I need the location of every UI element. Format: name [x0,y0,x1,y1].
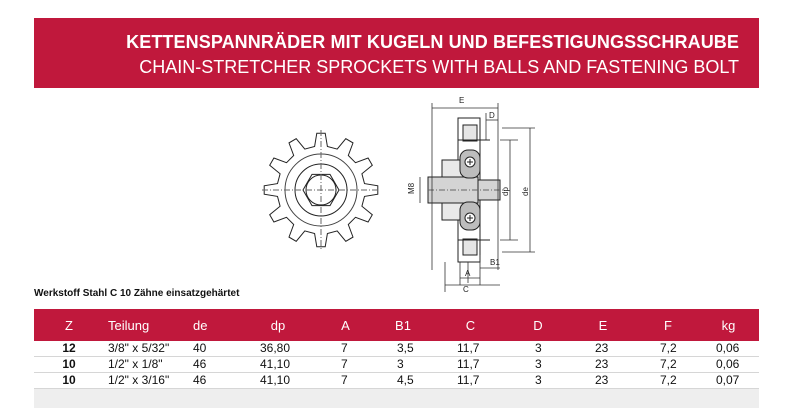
col-header-a: A [318,309,373,341]
col-header-d: D [508,309,568,341]
material-note: Werkstoff Stahl C 10 Zähne einsatzgehärtet [34,288,240,299]
cell-d: 3 [508,357,568,373]
col-header-de: de [193,309,238,341]
cell-de: 46 [193,357,238,373]
dim-label-de: de [521,187,530,196]
spec-table [34,309,759,408]
cell-b1: 4,5 [373,373,433,389]
cell-f: 7,2 [638,357,698,373]
cell-dp: 41,10 [238,373,318,389]
cell-f: 7,2 [638,373,698,389]
cell-e: 23 [568,357,638,373]
cell-e: 23 [568,373,638,389]
dim-label-B1: B1 [490,258,500,267]
table-header-row [34,309,759,341]
cell-a: 7 [318,341,373,357]
table-filler-row [34,389,759,409]
cell-teilung: 3/8" x 5/32" [104,341,193,357]
dim-label-A: A [465,269,471,278]
sprocket-side-view [420,103,535,292]
dim-label-dp: dp [501,187,510,196]
cell-z: 10 [34,373,104,389]
cell-a: 7 [318,357,373,373]
dim-label-E: E [459,96,465,105]
col-header-c: C [433,309,508,341]
table-row [34,357,759,373]
cell-d: 3 [508,373,568,389]
cell-teilung: 1/2" x 3/16" [104,373,193,389]
col-header-dp: dp [238,309,318,341]
col-header-b1: B1 [373,309,433,341]
cell-kg: 0,06 [698,341,759,357]
cell-kg: 0,07 [698,373,759,389]
title-english: CHAIN-STRETCHER SPROCKETS WITH BALLS AND FASTENING BOLT [139,57,739,77]
cell-f: 7,2 [638,341,698,357]
title-german: KETTENSPANNRÄDER MIT KUGELN UND BEFESTIGUNGSSCHRAUBE [126,32,739,52]
dim-label-D: D [489,111,495,120]
col-header-teilung: Teilung [104,309,193,341]
cell-c: 11,7 [433,373,508,389]
cell-e: 23 [568,341,638,357]
cell-de: 40 [193,341,238,357]
cell-z: 12 [34,341,104,357]
dim-label-C: C [463,285,469,294]
col-header-f: F [638,309,698,341]
cell-b1: 3,5 [373,341,433,357]
col-header-z: Z [34,309,104,341]
col-header-e: E [568,309,638,341]
cell-dp: 41,10 [238,357,318,373]
col-header-kg: kg [698,309,759,341]
cell-b1: 3 [373,357,433,373]
cell-c: 11,7 [433,341,508,357]
dim-label-M8: M8 [407,182,416,194]
cell-d: 3 [508,341,568,357]
table-row [34,341,759,357]
cell-dp: 36,80 [238,341,318,357]
cell-kg: 0,06 [698,357,759,373]
cell-c: 11,7 [433,357,508,373]
cell-a: 7 [318,373,373,389]
cell-de: 46 [193,373,238,389]
table-row [34,373,759,389]
sprocket-front-view [262,130,380,250]
cell-z: 10 [34,357,104,373]
cell-teilung: 1/2" x 1/8" [104,357,193,373]
